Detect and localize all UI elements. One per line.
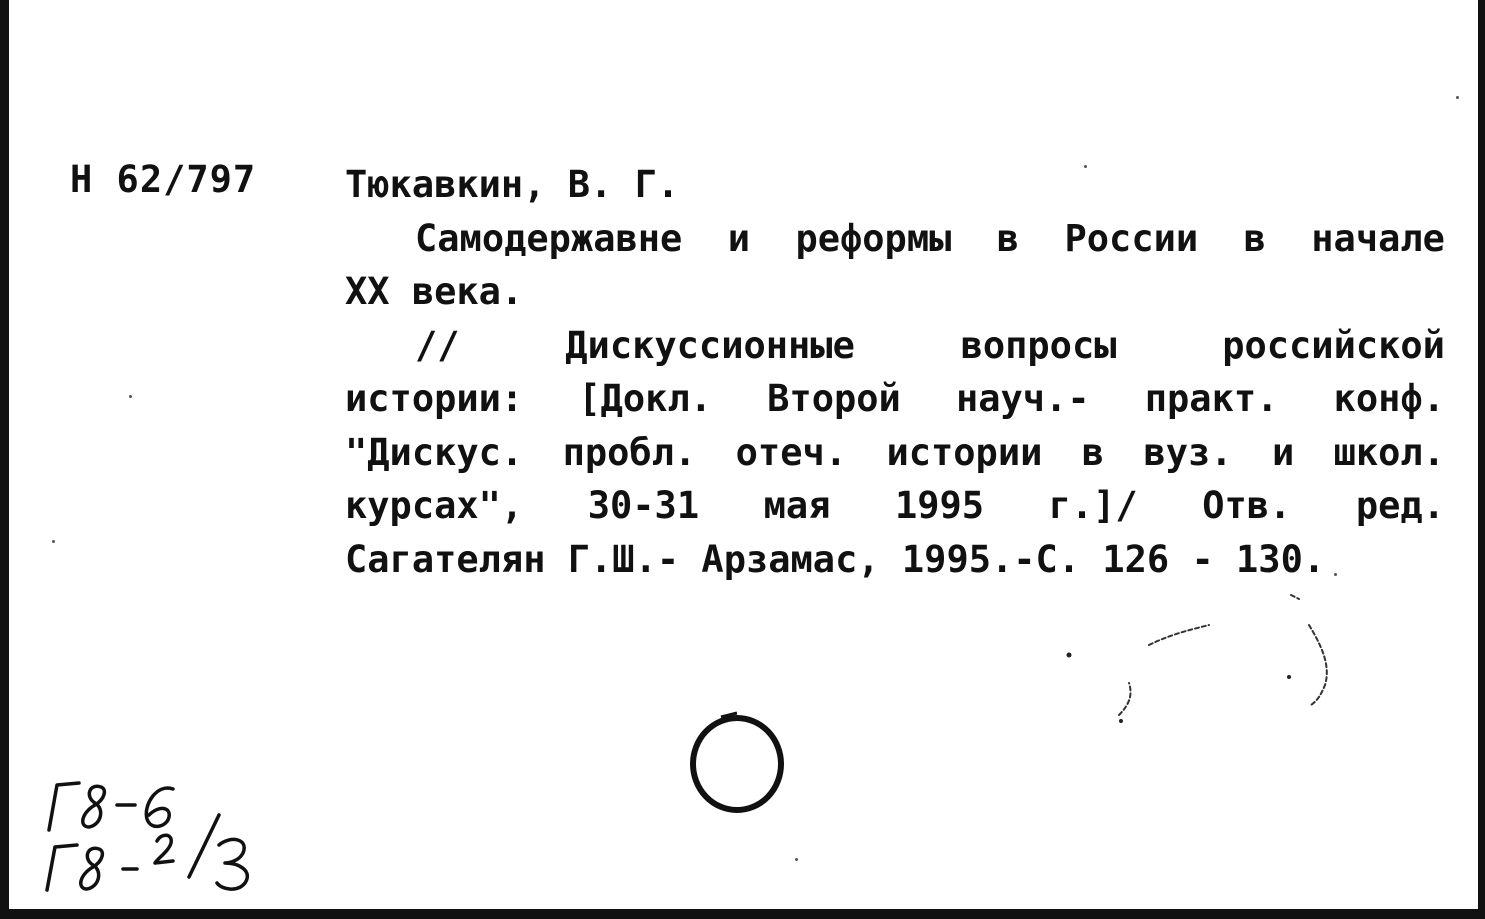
word: "Дискус. [345,430,524,474]
paper-speck [1084,165,1087,168]
bibliographic-entry [345,158,1445,586]
word: и [1271,430,1295,474]
word: практ. [1144,377,1279,420]
paper-speck [1334,573,1337,576]
word: курсах", [345,484,524,527]
word: пробл. [562,430,697,474]
word: России [1064,216,1199,260]
word: конф. [1333,377,1445,420]
source-line-1 [345,319,1445,373]
word: школ. [1333,430,1445,474]
word: // [415,323,460,367]
word: в [996,216,1020,260]
word: истории [886,430,1043,474]
handwritten-note [39,775,279,895]
word: вуз. [1143,430,1233,474]
word: ред. [1355,484,1445,527]
word: Самодержавне [415,216,683,260]
word: в [1243,216,1266,260]
word: Отв. [1202,484,1292,527]
word: реформы [795,216,952,260]
word: 1995 [894,484,985,527]
word: вопросы [960,323,1117,367]
word: в [1081,430,1105,474]
paper-speck [795,858,798,861]
stray-marks [1059,585,1359,745]
word: Второй [767,377,901,420]
paper-speck [52,540,55,543]
word: г.]/ [1048,484,1138,527]
word: 30-31 [587,484,700,527]
word: истории: [345,377,524,420]
word: и [727,216,751,260]
paper-speck [129,395,132,398]
word: мая [763,484,831,527]
title-line-2: XX века. [345,270,524,313]
word: Дискуссионные [565,323,855,367]
word: науч.- [955,377,1090,420]
word: отеч. [735,430,848,474]
source-line-2 [345,372,1445,426]
call-number: Н 62/797 [70,158,257,201]
paper-speck [1456,96,1459,99]
punch-hole [685,711,793,821]
source-line-5: Сагателян Г.Ш.- Арзамас, 1995.-С. 126 - 130. [345,537,1326,581]
word: начале [1311,216,1445,260]
author-line: Тюкавкин, В. Г. [345,163,680,206]
source-line-4 [345,479,1445,533]
word: [Докл. [578,377,713,420]
title-line-1 [345,212,1445,266]
word: российской [1222,323,1445,367]
source-line-3 [345,426,1445,480]
